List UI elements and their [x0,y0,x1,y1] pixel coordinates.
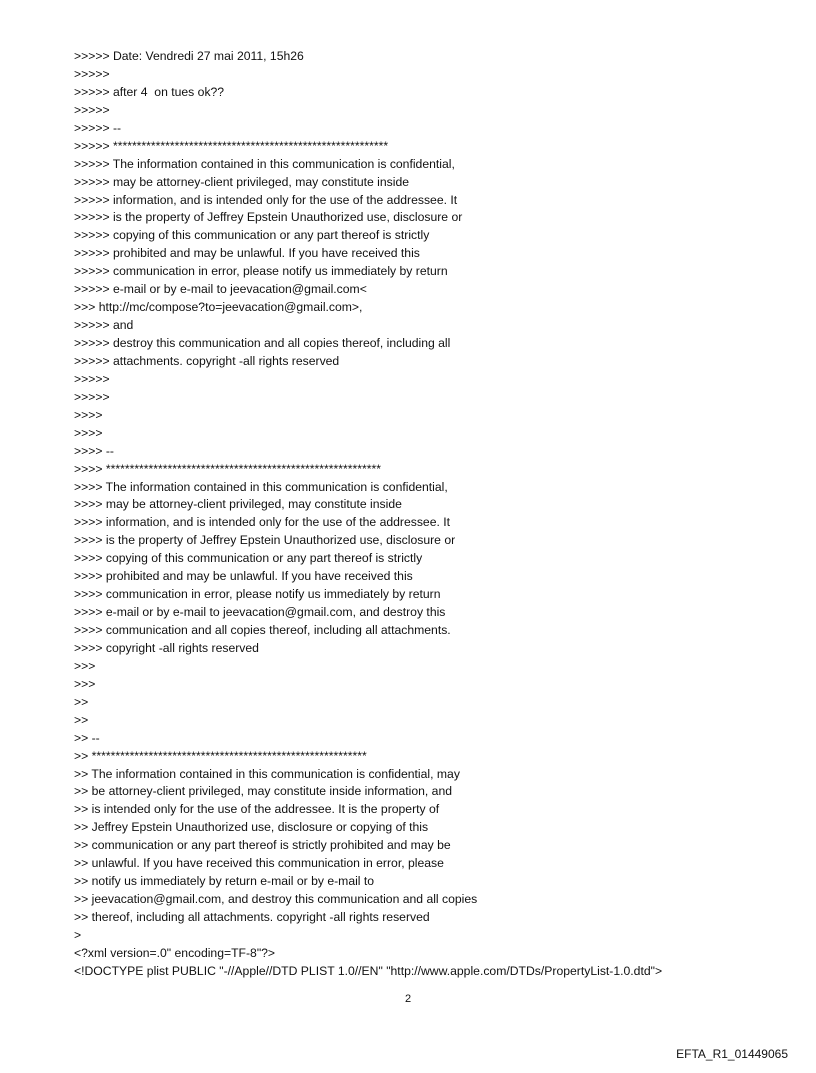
text-line: >>>> information, and is intended only for the use of the addressee. It [74,515,451,530]
text-line: >> thereof, including all attachments. copyright -all rights reserved [74,910,430,924]
text-line: >>>> -- [74,443,114,458]
text-line: >> be attorney-client privileged, may constitute inside information, and [74,784,453,799]
text-line: >>>>> [74,389,110,404]
text-line: >>>>> The information contained in this communication is confidential, [74,156,455,171]
text-line: <?xml version=.0" encoding=TF-8"?> [74,945,276,960]
text-line: >>>>> copying of this communication or any part thereof is strictly [74,228,430,243]
text-line: >>>>> [74,102,110,117]
text-line: >>>>> is the property of Jeffrey Epstein Unauthorized use, disclosure or [74,210,463,225]
text-line: >>> http://mc/compose?to=jeevacation@gmail.com>, [74,300,363,315]
text-line: >> is intended only for the use of the addressee. It is the property of [74,802,440,817]
text-line: >> notify us immediately by return e-mail or by e-mail to [74,874,375,889]
text-line: >>>>> Date: Vendredi 27 mai 2011, 15h26 [74,49,304,63]
bates-number: EFTA_R1_01449065 [676,1047,788,1061]
text-line: <!DOCTYPE plist PUBLIC "-//Apple//DTD PLIST 1.0//EN" "http://www.apple.com/DTDs/PropertyList-1.0.dtd"> [74,963,663,978]
text-line: >>>> The information contained in this communication is confidential, [74,479,448,494]
text-line: >>>>> prohibited and may be unlawful. If you have received this [74,246,420,261]
text-line: >> ********************************************************** [74,748,367,763]
text-line: >> -- [74,730,100,745]
text-line: >> [74,712,89,727]
text-line: >>>> communication in error, please notify us immediately by return [74,587,441,602]
text-line: >> unlawful. If you have received this communication in error, please [74,856,444,871]
text-line: >> [74,694,89,709]
text-line: >>>> [74,407,103,422]
text-line: >>>> communication and all copies thereof, including all attachments. [74,623,451,637]
text-line: >>>>> and [74,318,134,333]
text-line: >>>>> e-mail or by e-mail to jeevacation@gmail.com< [74,282,367,297]
text-line: >>>> copying of this communication or any part thereof is strictly [74,551,423,566]
text-line: > [74,927,82,942]
text-line: >>>> [74,425,103,440]
text-line: >>>> e-mail or by e-mail to jeevacation@gmail.com, and destroy this [74,605,446,620]
text-line: >>>>> may be attorney-client privileged, may constitute inside [74,174,410,189]
text-line: >>>>> attachments. copyright -all rights reserved [74,353,340,368]
text-line: >>>>> [74,371,110,386]
text-line: >> communication or any part thereof is strictly prohibited and may be [74,838,451,853]
text-line: >>> [74,658,96,673]
text-line: >>>> may be attorney-client privileged, may constitute inside [74,497,402,512]
email-body-text [74,48,794,981]
text-line: >> The information contained in this communication is confidential, may [74,766,460,781]
text-line: >>>>> ********************************************************** [74,138,389,153]
text-line: >>>> is the property of Jeffrey Epstein Unauthorized use, disclosure or [74,533,456,548]
text-line: >>>>> communication in error, please notify us immediately by return [74,264,448,279]
page-number: 2 [404,993,412,1005]
text-line: >> Jeffrey Epstein Unauthorized use, disclosure or copying of this [74,820,429,835]
text-line: >>>> copyright -all rights reserved [74,640,259,655]
text-line: >>>>> -- [74,120,122,135]
text-line: >>>> ********************************************************** [74,461,381,476]
text-line: >>>>> [74,66,110,81]
text-line: >>>> prohibited and may be unlawful. If you have received this [74,569,413,584]
text-line: >>> [74,676,96,691]
text-line: >> jeevacation@gmail.com, and destroy this communication and all copies [74,892,478,907]
text-line: >>>>> destroy this communication and all copies thereof, including all [74,336,451,350]
text-line: >>>>> after 4 on tues ok?? [74,84,225,99]
text-line: >>>>> information, and is intended only for the use of the addressee. It [74,192,458,207]
